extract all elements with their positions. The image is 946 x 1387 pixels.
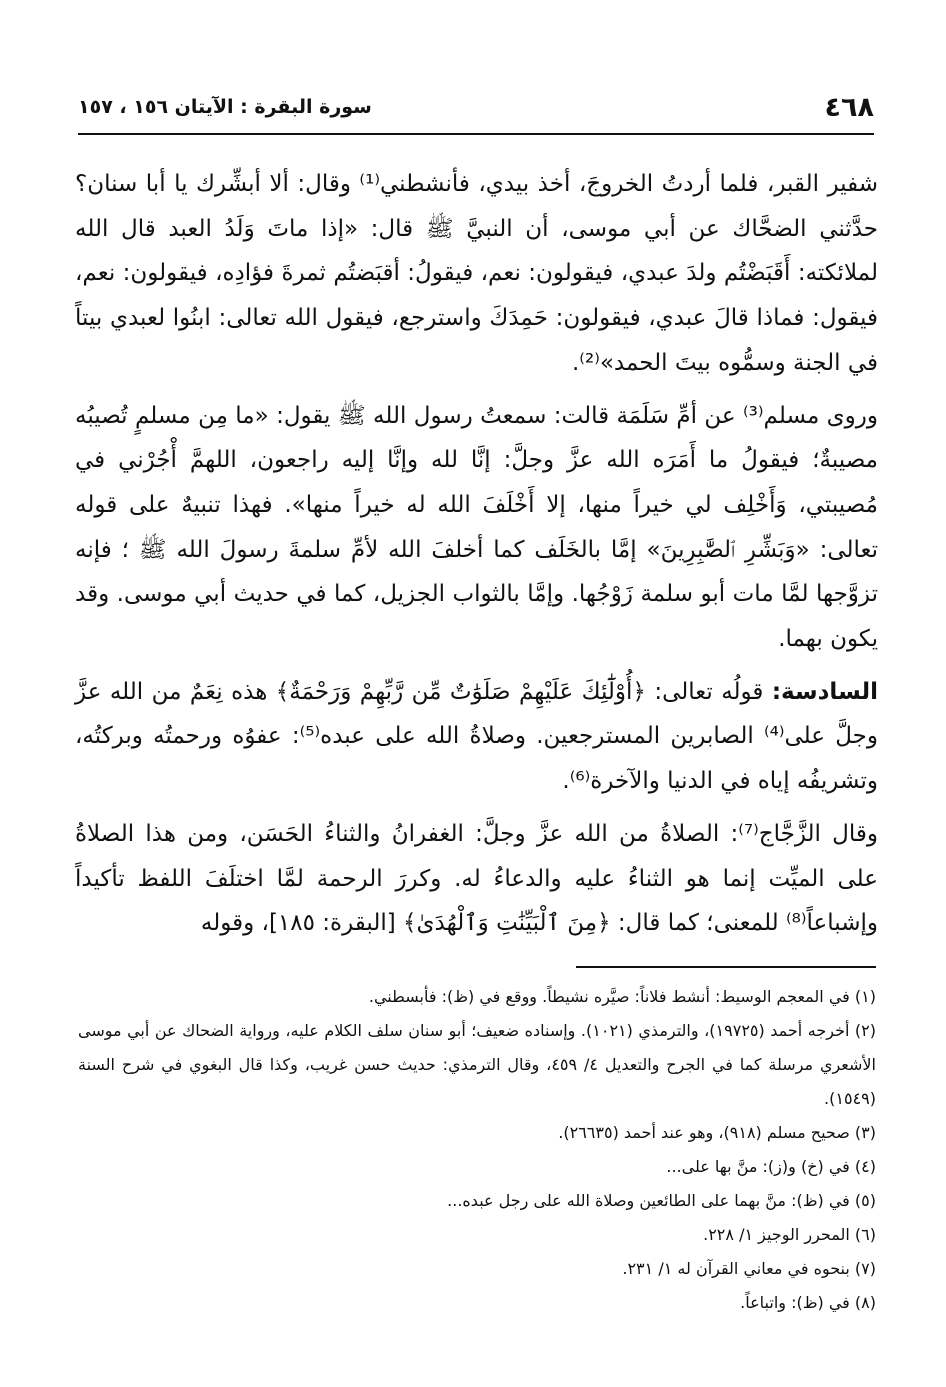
footnote: (٢) أخرجه أحمد (١٩٧٢٥)، والترمذي (١٠٢١). وإسناده ضعيف؛ أبو سنان سلف الكلام عليه، ورواية الضحاك عن أبي موسى الأشعري مرسلة كما في الجرح والتعديل ٤/ ٤٥٩، وقال الترمذي: حديث حسن غريب، وكذا قال البغوي في شرح السنة (١٥٤٩). <box>78 1021 877 1108</box>
footnotes <box>78 980 876 1320</box>
header-rule <box>78 133 874 135</box>
paragraph: وقال الزَّجَّاج⁽⁷⁾: الصلاةُ من الله عزَّ وجلَّ: الغفرانُ والثناءُ الحَسَن، ومن هذا الصلاةُ على الميِّت إنما هو الثناءُ عليه والدعاءُ له. وكررَ الرحمة لمَّا اختلَفَ اللفظ تأكيداً وإشباعاً⁽⁸⁾ للمعنى؛ كما قال: ﴿مِنَ ٱلْبَيِّنَٰتِ وَٱلْهُدَىٰ﴾ [البقرة: ١٨٥]، وقوله <box>75 820 878 937</box>
section-label: السادسة: <box>771 678 878 705</box>
paragraph: وروى مسلم⁽³⁾ عن أمِّ سَلَمَة قالت: سمعتُ رسول الله ﷺ يقول: «ما مِن مسلمٍ تُصيبُه مصيبةٌ؛ فيقولُ ما أَمَرَه الله عزَّ وجلَّ: إنَّا لله وإنَّا إليه راجعون، اللهمَّ أْجُرْني في مُصيبتي، وَأَخْلِف لي خيراً منها، إلا أَخْلَفَ الله له خيراً منها». فهذا تنبيهٌ على قوله تعالى: «وَبَشِّرِ ٱلصَّٰبِرِينَ» إمَّا بالخَلَف كما أخلفَ الله لأمِّ سلمةَ رسولَ الله ﷺ ؛ فإنه تزوَّجها لمَّا مات أبو سلمة زَوْجُها. وإمَّا بالثواب الجزيل، كما في حديث أبي موسى. وقد يكون بهما. <box>75 402 878 653</box>
footnote: (٤) في (خ) و(ز): منَّ بها على... <box>666 1157 876 1176</box>
footnote: (٧) بنحوه في معاني القرآن له ١/ ٢٣١. <box>622 1259 876 1278</box>
running-title: سورة البقرة : الآيتان ١٥٦ ، ١٥٧ <box>78 96 372 118</box>
page-header <box>78 92 874 128</box>
paragraph: شفير القبر، فلما أردتُ الخروجَ، أخذ بيدي، فأنشطني⁽¹⁾ وقال: ألا أبشِّرك يا أبا سنان؟ حدَّثني الضحَّاك عن أبي موسى، أن النبيَّ ﷺ قال: «إذا ماتَ وَلَدُ العبد قال الله لملائكته: أَقَبَضْتُم ولدَ عبدي، فيقولون: نعم، فيقولُ: أقبَضتُم ثمرةَ فؤادِه، فيقولون: نعم، فيقول: فماذا قالَ عبدي، فيقولون: حَمِدَكَ واسترجع، فيقول الله تعالى: ابنُوا لعبدي بيتاً في الجنة وسمُّوه بيتَ الحمد»⁽²⁾. <box>75 171 878 376</box>
footnote: (٣) صحيح مسلم (٩١٨)، وهو عند أحمد (٢٦٦٣٥). <box>558 1123 876 1142</box>
footnote: (٦) المحرر الوجيز ١/ ٢٢٨. <box>703 1225 876 1244</box>
footnote: (١) في المعجم الوسيط: أنشط فلاناً: صيَّره نشيطاً. ووقع في (ظ): فأبسطني. <box>368 987 876 1006</box>
section-sixth <box>75 670 878 804</box>
footnote: (٥) في (ظ): منَّ بهما على الطائعين وصلاة الله على رجل عبده... <box>447 1191 876 1210</box>
main-text <box>75 162 878 954</box>
footnote: (٨) في (ظ): واتباعاً. <box>740 1293 876 1312</box>
section-text: قولُه تعالى: ﴿أُوْلَٰٓئِكَ عَلَيْهِمْ صَلَوَٰتٌ مِّن رَّبِّهِمْ وَرَحْمَةٌ﴾ هذه نِعَمٌ من الله عزَّ وجلَّ على⁽⁴⁾ الصابرين المسترجعين. وصلاةُ الله على عبده⁽⁵⁾: عفوُه ورحمتُه وبركتُه، وتشريفُه إياه في الدنيا والآخرة⁽⁶⁾. <box>75 678 879 795</box>
page-number: ٤٦٨ <box>824 92 874 123</box>
footnote-rule <box>576 966 876 968</box>
